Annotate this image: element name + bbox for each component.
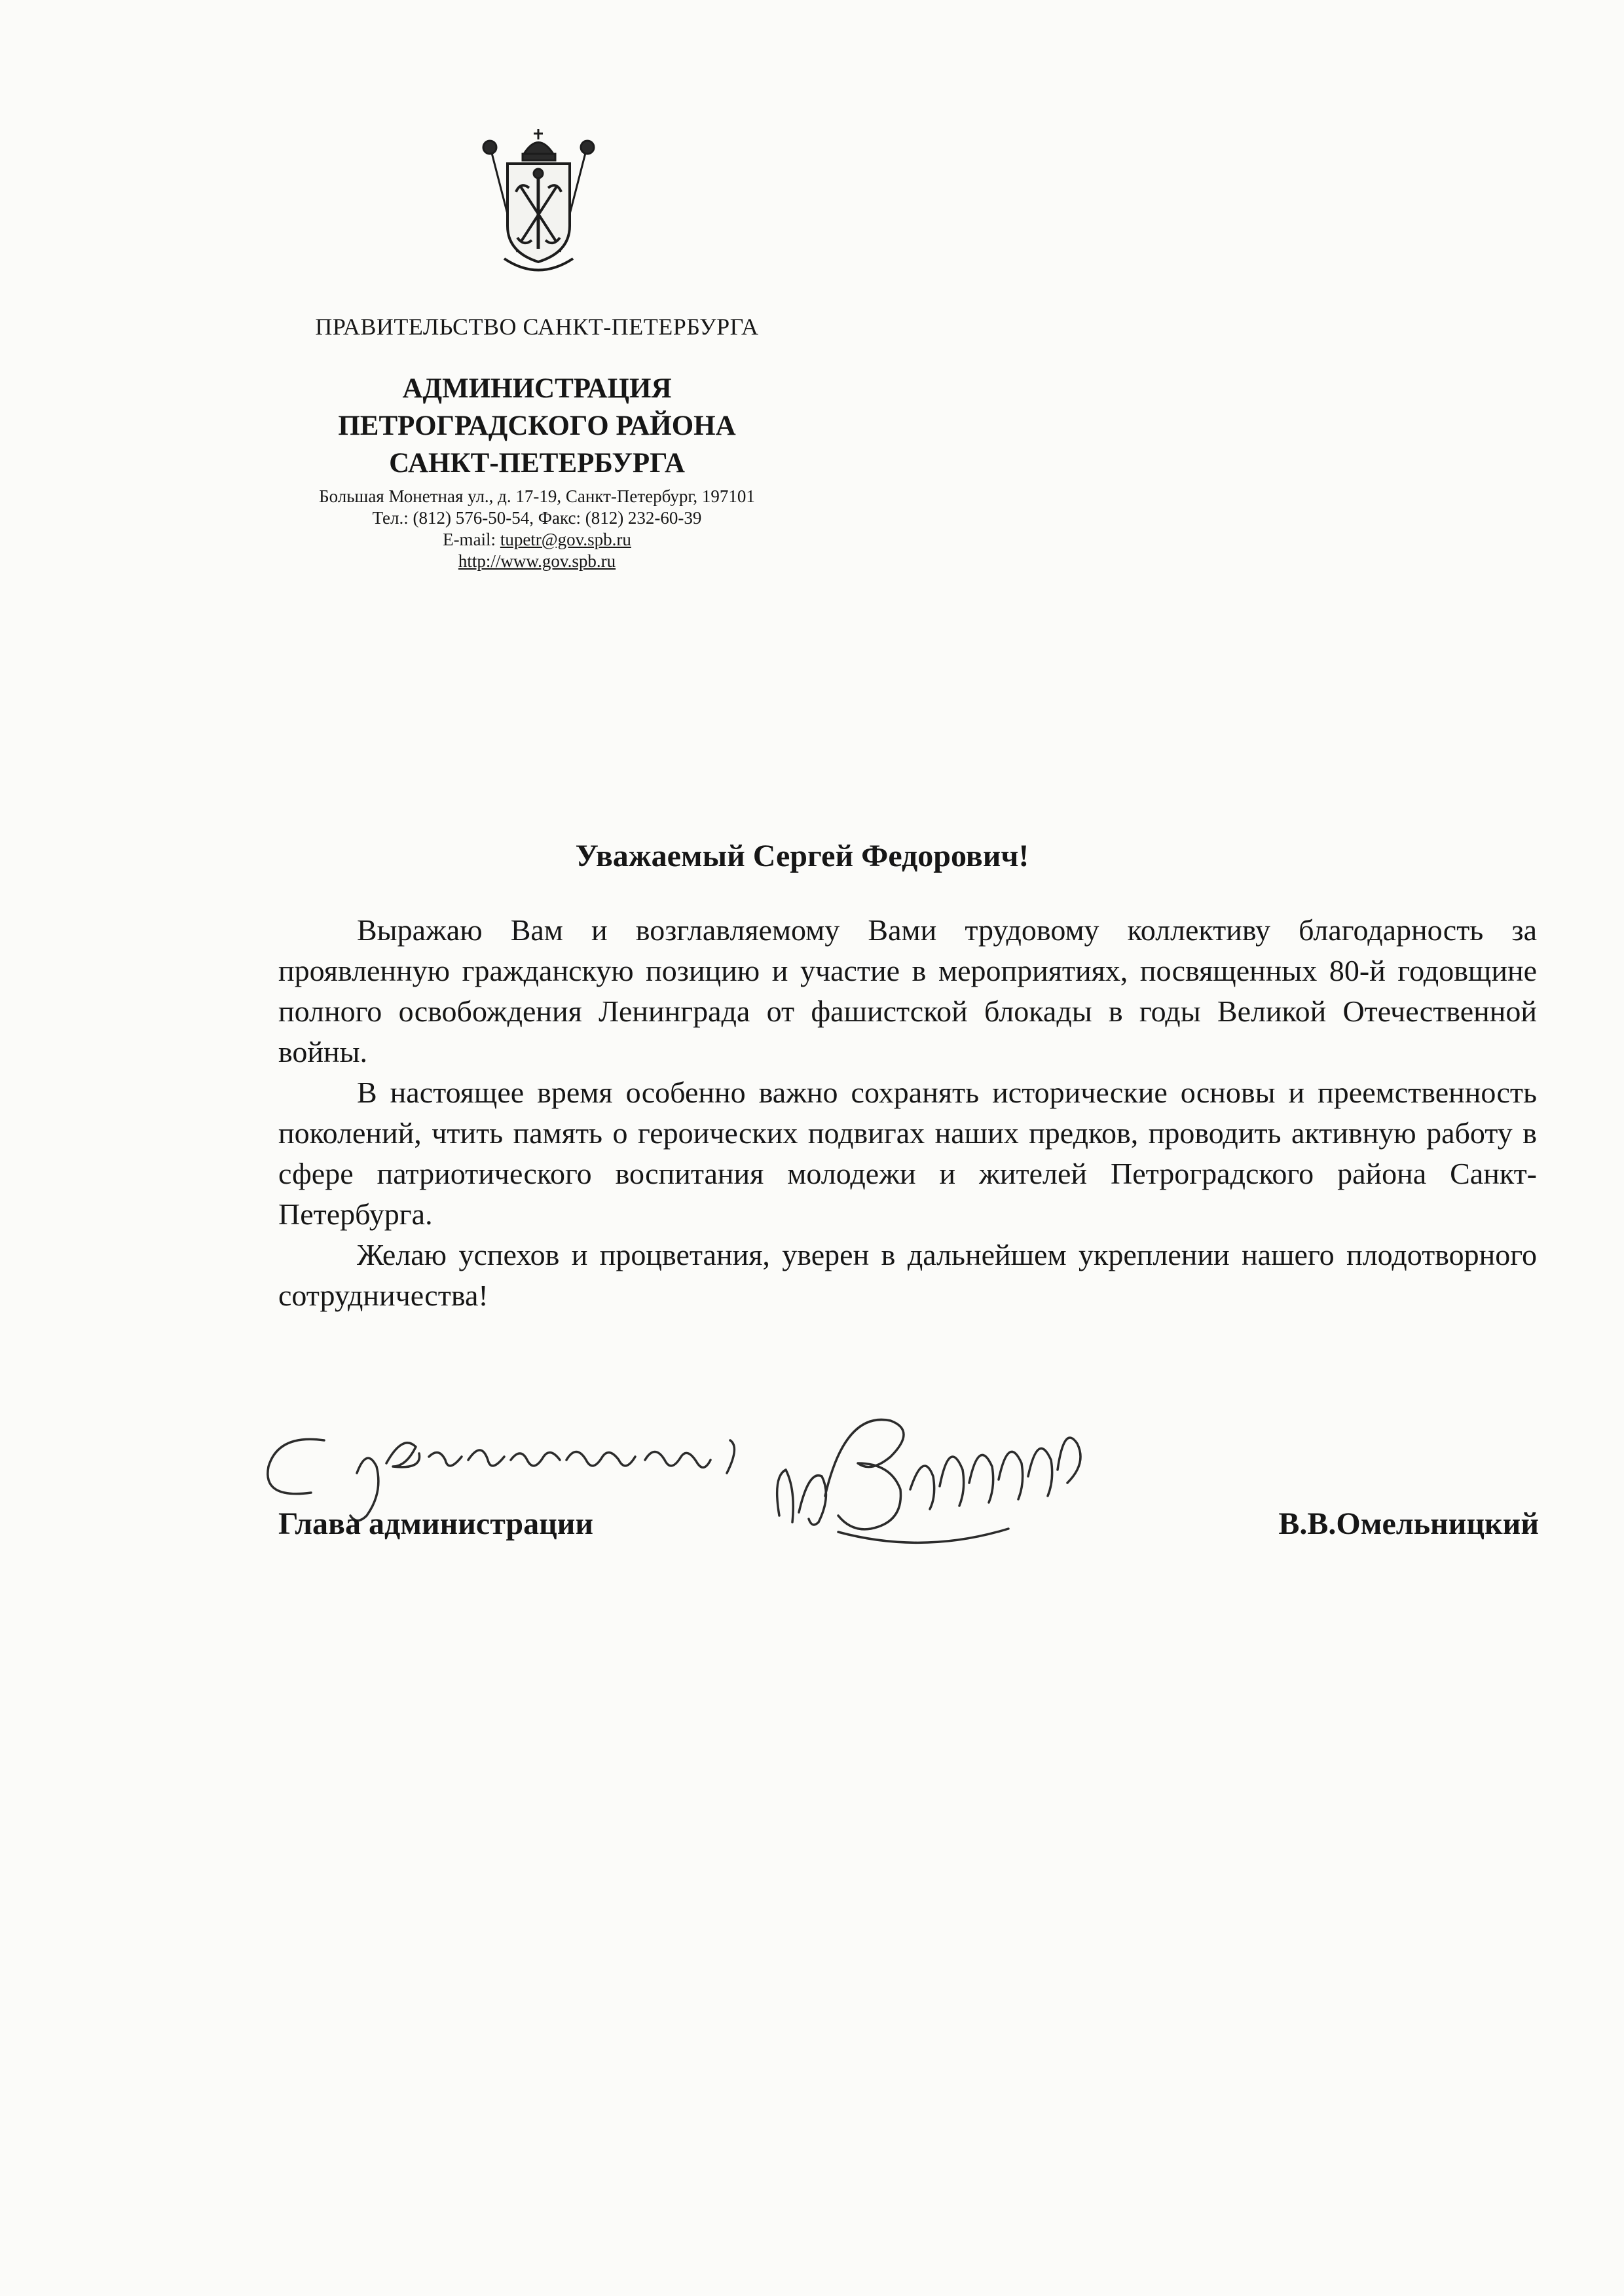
paragraph: Выражаю Вам и возглавляемому Вами трудовому коллективу благодарность за проявленную гражданскую позицию и участие в мероприятиях, посвященных 80-й годовщине полного освобождения Ленинграда от фашистской блокады в годы Великой Отечественной войны. [278,913,1537,1068]
signer-position: Глава администрации [278,1506,594,1541]
email-line [249,529,825,551]
greeting: Уважаемый Сергей Федорович! [575,839,1029,873]
government-name: ПРАВИТЕЛЬСТВО САНКТ-ПЕТЕРБУРГА [315,314,759,340]
signer-name: В.В.Омельницкий [1278,1506,1539,1541]
phone-fax: Тел.: (812) 576-50-54, Факс: (812) 232-60-39 [372,508,702,528]
contact-block [249,486,825,572]
email-label: E-mail: [443,530,496,549]
signature [760,1398,1126,1568]
paragraph: В настоящее время особенно важно сохранять исторические основы и преемственность поколений, чтить память о героических подвигах наших предков, проводить активную работу в сфере патриотического воспитания молодежи и жителей Петроградского района Санкт-Петербурга. [278,1076,1537,1231]
paragraph: Желаю успехов и процветания, уверен в дальнейшем укреплении нашего плодотворного сотрудничества! [278,1238,1537,1312]
website-link[interactable]: http://www.gov.spb.ru [458,551,616,571]
postal-address: Большая Монетная ул., д. 17-19, Санкт-Петербург, 197101 [319,486,755,506]
administration-title-line: АДМИНИСТРАЦИЯ [402,373,672,404]
letter-body [278,910,1537,1316]
administration-title-line: САНКТ-ПЕТЕРБУРГА [389,448,685,479]
administration-title [262,370,812,482]
administration-title-line: ПЕТРОГРАДСКОГО РАЙОНА [338,410,736,441]
st-petersburg-coat-of-arms-icon [478,128,599,278]
email-link[interactable]: tupetr@gov.spb.ru [500,530,631,549]
